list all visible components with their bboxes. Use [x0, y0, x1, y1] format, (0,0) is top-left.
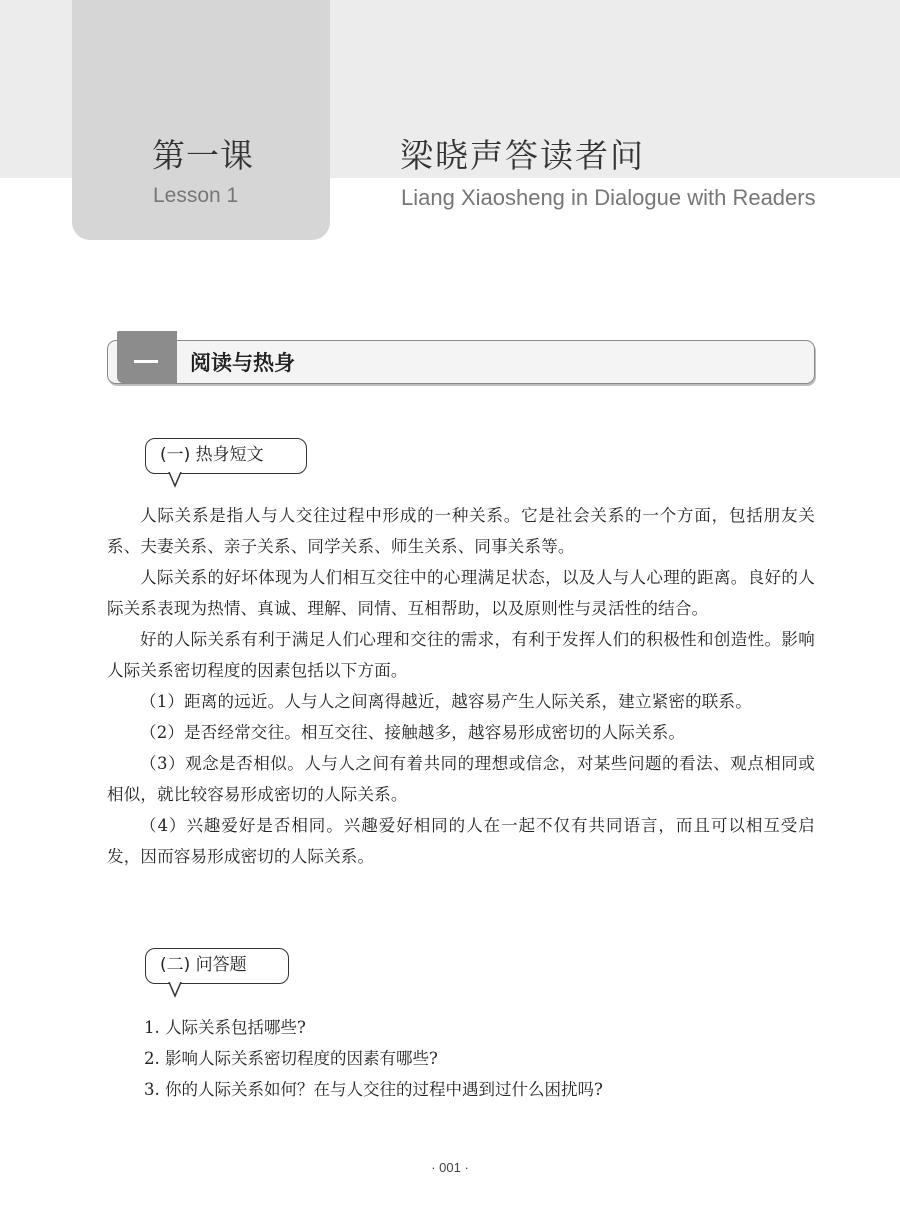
paragraph: 人际关系的好坏体现为人们相互交往中的心理满足状态，以及人与人心理的距离。良好的人际关系表现为热情、真诚、理解、同情、互相帮助，以及原则性与灵活性的结合。: [107, 568, 815, 618]
paragraph: （4）兴趣爱好是否相同。兴趣爱好相同的人在一起不仅有共同语言，而且可以相互受启发，因而容易形成密切的人际关系。: [107, 816, 815, 866]
question-item: 3. 你的人际关系如何？在与人交往的过程中遇到过什么困扰吗?: [144, 1080, 603, 1099]
warmup-label-tail: [168, 472, 180, 486]
section-number-block: [117, 331, 177, 383]
question-list: [144, 1012, 824, 1105]
lesson-title-en: Liang Xiaosheng in Dialogue with Readers: [401, 185, 816, 210]
warmup-label: (一) 热身短文: [145, 438, 307, 474]
question-item: 1. 人际关系包括哪些?: [144, 1018, 306, 1037]
paragraph: （2）是否经常交往。相互交往、接触越多，越容易形成密切的人际关系。: [140, 723, 686, 742]
lesson-number-en: Lesson 1: [153, 184, 239, 207]
qa-label: (二) 问答题: [145, 948, 289, 984]
lesson-number-cn: 第一课: [152, 136, 254, 175]
page-number: · 001 ·: [431, 1160, 469, 1175]
warmup-text: [107, 500, 815, 872]
question-item: 2. 影响人际关系密切程度的因素有哪些?: [144, 1049, 438, 1068]
section-number: [134, 360, 158, 363]
qa-label-tail: [168, 982, 180, 996]
paragraph: （1）距离的远近。人与人之间离得越近，越容易产生人际关系，建立紧密的联系。: [140, 692, 752, 711]
section-title: 阅读与热身: [190, 351, 295, 375]
paragraph: 好的人际关系有利于满足人们心理和交往的需求，有利于发挥人们的积极性和创造性。影响人际关系密切程度的因素包括以下方面。: [107, 630, 815, 680]
lesson-title-cn: 梁晓声答读者问: [400, 136, 645, 175]
paragraph: （3）观念是否相似。人与人之间有着共同的理想或信念，对某些问题的看法、观点相同或相似，就比较容易形成密切的人际关系。: [107, 754, 815, 804]
paragraph: 人际关系是指人与人交往过程中形成的一种关系。它是社会关系的一个方面，包括朋友关系、夫妻关系、亲子关系、同学关系、师生关系、同事关系等。: [107, 506, 815, 556]
